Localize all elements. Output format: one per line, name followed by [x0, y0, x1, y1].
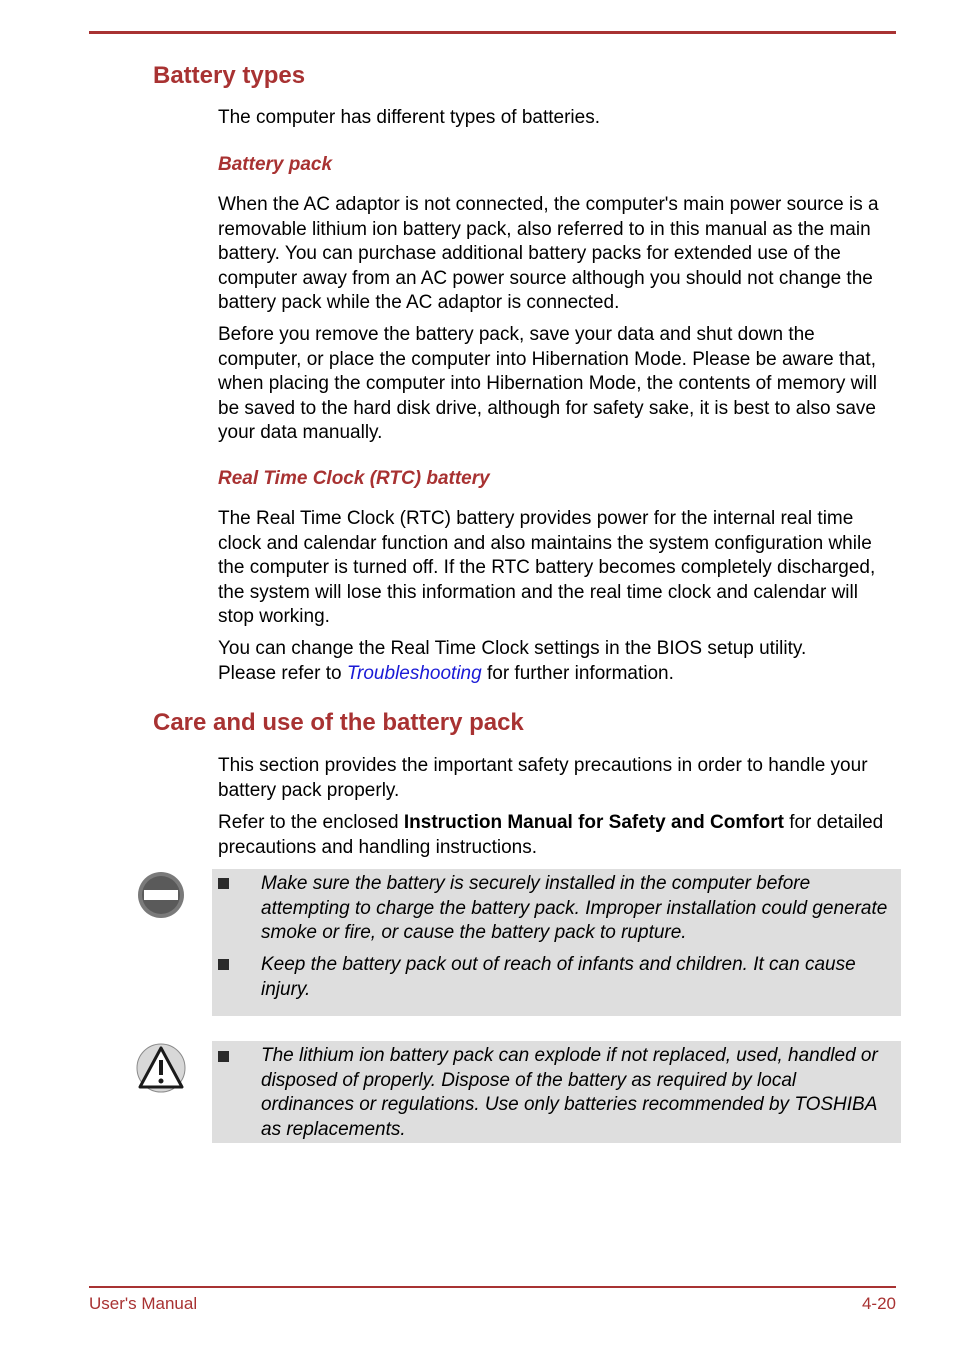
page-number: 4-20 — [861, 1294, 896, 1313]
bottom-rule — [89, 1286, 896, 1288]
section-heading-care-and-use: Care and use of the battery pack — [153, 709, 524, 736]
care-paragraph-1: This section provides the important safety precautions in order to handle your battery pack properly. — [218, 755, 868, 801]
section-heading-battery-types: Battery types — [153, 62, 306, 89]
rtc-paragraph-1: The Real Time Clock (RTC) battery provides power for the internal real time clock and calendar function and also maintains the system configuration while the computer is turned off. If the RTC battery becomes completely discharged, the system will lose this information and the real time clock and calendar will stop working. — [218, 508, 876, 627]
bullet-icon — [218, 878, 229, 889]
bullet-icon — [218, 959, 229, 970]
rtc-paragraph-2 — [218, 637, 898, 686]
warning-note-box — [212, 1041, 901, 1143]
care-paragraph-2-prefix: Refer to the enclosed — [218, 812, 404, 833]
warning-icon — [136, 1043, 186, 1093]
subheading-battery-pack: Battery pack — [218, 154, 333, 175]
top-rule — [89, 31, 896, 34]
warning-note-1: The lithium ion battery pack can explode if not replaced, used, handled or disposed of properly. Dispose of the battery as required by local ordinances or regulations. Use only batteries recommended by TOSHIBA as replacements. — [261, 1045, 878, 1140]
troubleshooting-link[interactable]: Troubleshooting — [346, 662, 482, 684]
battery-pack-paragraph-2: Before you remove the battery pack, save your data and shut down the computer, or place the computer into Hibernation Mode. Please be aware that, when placing the computer into Hibernation Mode, the contents of memory will be saved to the hard disk drive, although for safety sake, it is best to also save your data manually. — [218, 324, 878, 443]
prohibition-note-2: Keep the battery pack out of reach of infants and children. It can cause injury. — [261, 954, 856, 1000]
bullet-icon — [218, 1051, 229, 1062]
manual-title: Instruction Manual for Safety and Comfort — [403, 812, 784, 833]
care-paragraph-2 — [218, 811, 898, 860]
battery-pack-paragraph-1: When the AC adaptor is not connected, the computer's main power source is a removable lithium ion battery pack, also referred to in this manual as the main battery. You can purchase additional battery packs for extended use of the computer away from an AC power source although you should not change the battery pack while the AC adaptor is connected. — [218, 194, 879, 313]
subheading-rtc-battery: Real Time Clock (RTC) battery — [218, 468, 490, 489]
prohibition-icon — [136, 870, 186, 920]
intro-paragraph: The computer has different types of batteries. — [218, 107, 600, 128]
rtc-paragraph-2-prefix: Please refer to — [218, 662, 347, 684]
rtc-paragraph-2-suffix: for further information. — [481, 662, 674, 684]
prohibition-note-box — [212, 869, 901, 1016]
footer-manual-title: User's Manual — [89, 1294, 198, 1313]
prohibition-note-1: Make sure the battery is securely installed in the computer before attempting to charge the battery pack. Improper installation could generate smoke or fire, or cause the battery pack to rupture. — [261, 873, 888, 943]
rtc-paragraph-2-line1: You can change the Real Time Clock settings in the BIOS setup utility. — [218, 638, 807, 659]
care-paragraph-2-suffix: for detailed precautions and handling instructions. — [218, 812, 884, 858]
